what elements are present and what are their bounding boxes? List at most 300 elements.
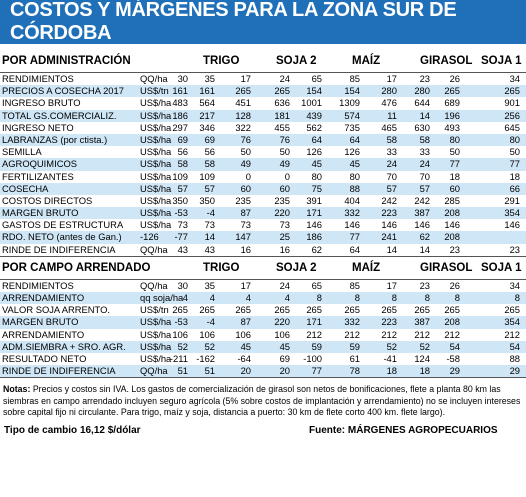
row-unit: US$/ha (140, 207, 172, 219)
cell-value: 106 (199, 328, 215, 340)
cell-value: 70 (419, 170, 430, 182)
cell-value: 217 (199, 109, 215, 121)
cell-value: 387 (414, 207, 430, 219)
cell-value: -53 (174, 316, 188, 328)
cell-value: 387 (414, 316, 430, 328)
cell-value: 18 (419, 365, 430, 377)
row-unit: QQ/ha (140, 279, 168, 291)
crop-header-soja1: SOJA 1 (481, 55, 522, 67)
row-unit: QQ/ha (140, 365, 168, 377)
cell-value: 45 (349, 158, 360, 170)
cell-value: 280 (381, 85, 397, 97)
cell-value: 85 (349, 73, 360, 84)
cell-value: 354 (504, 207, 520, 219)
exchange-rate: Tipo de cambio 16,12 $/dólar (4, 424, 141, 436)
cell-value: 493 (444, 121, 460, 133)
cell-value: 17 (240, 279, 251, 291)
cell-value: 26 (449, 73, 460, 84)
cell-value: -77 (174, 231, 188, 243)
cell-value: 35 (204, 279, 215, 291)
crop-header-maiz: MAÍZ (352, 55, 381, 67)
cell-value: 297 (172, 121, 188, 133)
cell-value: 14 (419, 243, 430, 255)
row-label: AGROQUIMICOS (2, 158, 78, 170)
cell-value: 265 (381, 304, 397, 316)
row-label: RINDE DE INDIFERENCIA (2, 243, 116, 255)
cell-value: 476 (381, 97, 397, 109)
cell-value: 29 (509, 365, 520, 377)
row-label: VALOR SOJA ARRENTO. (2, 304, 111, 316)
row-label: TOTAL GS.COMERCIALIZ. (2, 109, 117, 121)
cell-value: 212 (381, 328, 397, 340)
cell-value: 212 (444, 328, 460, 340)
cell-value: 56 (177, 146, 188, 158)
cell-value: 265 (172, 304, 188, 316)
cell-value: 25 (279, 231, 290, 243)
cell-value: -4 (206, 316, 215, 328)
row-label: FERTILIZANTES (2, 170, 74, 182)
row-label: GASTOS DE ESTRUCTURA (2, 219, 124, 231)
cell-value: 58 (177, 158, 188, 170)
cell-value: 88 (509, 352, 520, 364)
row-label: RENDIMIENTOS (2, 279, 74, 291)
table-row (0, 158, 526, 170)
cell-value: 8 (514, 292, 520, 303)
cell-value: 45 (279, 340, 290, 352)
cell-value: 73 (240, 219, 251, 231)
cell-value: 69 (279, 352, 290, 364)
crop-header-girasol: GIRASOL (420, 55, 473, 67)
row-unit: US$/ha (140, 133, 172, 145)
cell-value: 60 (449, 182, 460, 194)
row-label: SEMILLA (2, 146, 42, 158)
row-unit: US$/ha (140, 219, 172, 231)
cell-value: -53 (174, 207, 188, 219)
cell-value: 60 (279, 182, 290, 194)
table-row (0, 97, 526, 109)
cell-value: 354 (504, 316, 520, 328)
cell-value: 4 (209, 292, 215, 303)
cell-value: 1001 (301, 97, 322, 109)
cell-value: 66 (509, 182, 520, 194)
cell-value: 332 (344, 316, 360, 328)
section-header-arrendado (0, 261, 526, 279)
cell-value: 51 (204, 365, 215, 377)
cell-value: 106 (172, 328, 188, 340)
cell-value: 23 (509, 243, 520, 255)
cell-value: 265 (274, 304, 290, 316)
cell-value: 60 (240, 182, 251, 194)
row-label: ARRENDAMIENTO (2, 292, 85, 303)
cell-value: 11 (387, 109, 397, 121)
cell-value: 8 (354, 292, 360, 303)
cell-value: 186 (172, 109, 188, 121)
cell-value: 223 (381, 316, 397, 328)
cell-value: 77 (349, 231, 360, 243)
cell-value: 58 (386, 133, 397, 145)
cell-value: 18 (449, 170, 460, 182)
cell-value: 52 (419, 340, 430, 352)
cell-value: 212 (344, 328, 360, 340)
cell-value: 80 (509, 133, 520, 145)
cell-value: 77 (509, 158, 520, 170)
cell-value: 50 (279, 146, 290, 158)
cell-value: 196 (444, 109, 460, 121)
table-row (0, 85, 526, 97)
section-header-administracion (0, 54, 526, 72)
source-credit: Fuente: MÁRGENES AGROPECUARIOS (309, 424, 498, 436)
row-unit: QQ/ha (140, 73, 168, 84)
cell-value: 80 (449, 133, 460, 145)
cell-value: 56 (204, 146, 215, 158)
cell-value: 58 (419, 133, 430, 145)
row-label: COSECHA (2, 182, 49, 194)
cell-value: 23 (419, 73, 430, 84)
cell-value: 265 (199, 304, 215, 316)
row-label: INGRESO BRUTO (2, 97, 81, 109)
cell-value: 212 (504, 328, 520, 340)
table-row (0, 183, 526, 195)
cell-value: 26 (449, 279, 460, 291)
cell-value: 70 (386, 170, 397, 182)
cell-value: 126 (306, 146, 322, 158)
row-unit: US$/tn (140, 85, 169, 97)
cell-value: 171 (306, 207, 322, 219)
cell-value: 128 (235, 109, 251, 121)
row-unit: US$/ha (140, 109, 172, 121)
row-unit: US$/tn (140, 304, 169, 316)
row-label: ARRENDAMIENTO (2, 328, 85, 340)
row-unit: US$/ha (140, 316, 172, 328)
crop-header-soja2: SOJA 2 (276, 261, 317, 274)
cell-value: 291 (504, 194, 520, 206)
table-row (0, 244, 526, 256)
cell-value: 147 (235, 231, 251, 243)
table-administracion (0, 73, 526, 256)
cell-value: 645 (504, 121, 520, 133)
cell-value: 52 (204, 340, 215, 352)
cell-value: 76 (279, 133, 290, 145)
section-label: POR CAMPO ARRENDADO (2, 261, 151, 274)
cell-value: 154 (344, 85, 360, 97)
cell-value: 146 (381, 219, 397, 231)
cell-value: 24 (419, 158, 430, 170)
cell-value: 59 (311, 340, 322, 352)
cell-value: 17 (240, 73, 251, 84)
table-row (0, 195, 526, 207)
table-row (0, 292, 526, 304)
cell-value: 265 (444, 304, 460, 316)
cell-value: 35 (204, 73, 215, 84)
row-label: INGRESO NETO (2, 121, 74, 133)
cell-value: 451 (235, 97, 251, 109)
cell-value: 8 (424, 292, 430, 303)
cell-value: 161 (172, 85, 188, 97)
cell-value: 78 (349, 365, 360, 377)
row-label: RDO. NETO (antes de Gan.) (2, 231, 122, 243)
cell-value: 146 (414, 219, 430, 231)
crop-header-girasol: GIRASOL (420, 261, 473, 274)
cell-value: 17 (386, 73, 397, 84)
cell-value: 242 (414, 194, 430, 206)
cell-value: 235 (274, 194, 290, 206)
cell-value: 4 (182, 292, 188, 303)
cell-value: 562 (306, 121, 322, 133)
cell-value: 73 (204, 219, 215, 231)
cell-value: 57 (204, 182, 215, 194)
cell-value: 265 (306, 304, 322, 316)
cell-value: 16 (279, 243, 290, 255)
cell-value: 87 (240, 207, 251, 219)
row-label: RENDIMIENTOS (2, 73, 74, 84)
cell-value: 54 (509, 340, 520, 352)
cell-value: 8 (316, 292, 322, 303)
row-label: LABRANZAS (por ctista.) (2, 133, 108, 145)
cell-value: 62 (311, 243, 322, 255)
cell-value: 50 (240, 146, 251, 158)
cell-value: 241 (381, 231, 397, 243)
cell-value: -100 (303, 352, 322, 364)
cell-value: 0 (284, 170, 290, 182)
table-row (0, 365, 526, 377)
crop-header-soja1: SOJA 1 (481, 261, 522, 274)
cell-value: -4 (206, 207, 215, 219)
cell-value: 57 (419, 182, 430, 194)
cell-value: 61 (349, 352, 360, 364)
table-row (0, 280, 526, 292)
cell-value: 636 (274, 97, 290, 109)
cell-value: 33 (419, 146, 430, 158)
cell-value: 242 (381, 194, 397, 206)
cell-value: 146 (306, 219, 322, 231)
cell-value: 220 (274, 207, 290, 219)
cell-value: 901 (504, 97, 520, 109)
cell-value: 58 (204, 158, 215, 170)
cell-value: -211 (169, 352, 188, 364)
cell-value: 126 (344, 146, 360, 158)
cell-value: 52 (177, 340, 188, 352)
cell-value: 235 (235, 194, 251, 206)
cell-value: 51 (177, 365, 188, 377)
cell-value: 644 (414, 97, 430, 109)
cell-value: 62 (419, 231, 430, 243)
table-row (0, 146, 526, 158)
cell-value: 265 (344, 304, 360, 316)
cell-value: 208 (444, 207, 460, 219)
table-row (0, 316, 526, 328)
cell-value: -64 (237, 352, 251, 364)
cell-value: 146 (444, 219, 460, 231)
table-row (0, 110, 526, 122)
row-unit: US$/ha (140, 170, 172, 182)
row-unit: US$/ha (140, 182, 172, 194)
notes-text: Precios y costos sin IVA. Los gastos de comercialización de girasol son netos de bonificaciones, flete a planta 80 km las siembras en campo arrendado incluyen seguro agrícola (5% sobre costos de implantación y arrendamiento) no se incluyen intereses sobre capital fijo ni circulante. Para trigo, maíz y soja, distancia a puerto: 30 km de flete corto 400 km. flete largo). (3, 384, 521, 418)
row-label: MARGEN BRUTO (2, 207, 79, 219)
cell-value: 109 (199, 170, 215, 182)
cell-value: 212 (306, 328, 322, 340)
row-unit: US$/ha (140, 97, 172, 109)
crop-header-trigo: TRIGO (203, 261, 240, 274)
cell-value: 76 (240, 133, 251, 145)
cell-value: 8 (454, 292, 460, 303)
table-row (0, 231, 526, 243)
cell-value: 30 (177, 73, 188, 84)
cell-value: 65 (311, 279, 322, 291)
cell-value: 14 (386, 243, 397, 255)
cell-value: 154 (306, 85, 322, 97)
cell-value: 455 (274, 121, 290, 133)
cell-value: 24 (386, 158, 397, 170)
cell-value: 106 (235, 328, 251, 340)
cell-value: 80 (349, 170, 360, 182)
cell-value: 265 (414, 304, 430, 316)
cell-value: 265 (235, 304, 251, 316)
cell-value: 59 (349, 340, 360, 352)
row-label: COSTOS DIRECTOS (2, 194, 93, 206)
table-row (0, 219, 526, 231)
table-row (0, 73, 526, 85)
cell-value: 265 (504, 85, 520, 97)
cell-value: 574 (344, 109, 360, 121)
cell-value: 439 (306, 109, 322, 121)
cell-value: 212 (414, 328, 430, 340)
cell-value: 1309 (339, 97, 360, 109)
cell-value: 18 (386, 365, 397, 377)
cell-value: 391 (306, 194, 322, 206)
cell-value: 208 (444, 316, 460, 328)
cell-value: 146 (504, 219, 520, 231)
cell-value: 43 (177, 243, 188, 255)
cell-value: 88 (349, 182, 360, 194)
cell-value: 73 (177, 219, 188, 231)
cell-value: 52 (386, 340, 397, 352)
cell-value: 43 (204, 243, 215, 255)
cell-value: 350 (172, 194, 188, 206)
cell-value: 50 (449, 146, 460, 158)
cell-value: 16 (240, 243, 251, 255)
cell-value: -41 (383, 352, 397, 364)
cell-value: 57 (386, 182, 397, 194)
table-row (0, 329, 526, 341)
cell-value: 0 (245, 170, 251, 182)
row-unit: US$/ha (140, 146, 172, 158)
cell-value: 106 (274, 328, 290, 340)
table-row (0, 171, 526, 183)
cell-value: 322 (235, 121, 251, 133)
cell-value: 735 (344, 121, 360, 133)
cell-value: 20 (279, 365, 290, 377)
cell-value: 404 (344, 194, 360, 206)
row-label: ADM.SIEMBRA + SRO. AGR. (2, 340, 126, 352)
cell-value: 57 (177, 182, 188, 194)
table-arrendado (0, 280, 526, 378)
cell-value: 73 (279, 219, 290, 231)
cell-value: 161 (199, 85, 215, 97)
row-unit: US$/ha (140, 328, 172, 340)
cell-value: 181 (274, 109, 290, 121)
cell-value: 45 (240, 340, 251, 352)
cell-value: 64 (349, 133, 360, 145)
cell-value: 45 (311, 158, 322, 170)
cell-value: 17 (386, 279, 397, 291)
cell-value: 69 (177, 133, 188, 145)
cell-value: 8 (391, 292, 397, 303)
row-unit: US$/ha (140, 158, 172, 170)
cell-value: 80 (311, 170, 322, 182)
cell-value: 146 (344, 219, 360, 231)
section-label: POR ADMINISTRACIÓN (2, 55, 131, 67)
notes (0, 378, 526, 418)
page-title: COSTOS Y MÁRGENES PARA LA ZONA SUR DE CÓRDOBA (0, 0, 526, 44)
row-unit: US$/ha (140, 352, 172, 364)
cell-value: 564 (199, 97, 215, 109)
cell-value: 85 (349, 279, 360, 291)
cell-value: 87 (240, 316, 251, 328)
cell-value: 50 (509, 146, 520, 158)
cell-value: 77 (311, 365, 322, 377)
cell-value: 265 (235, 85, 251, 97)
cell-value: 14 (419, 109, 430, 121)
cell-value: 49 (279, 158, 290, 170)
row-label: RESULTADO NETO (2, 352, 87, 364)
cell-value: 77 (449, 158, 460, 170)
cell-value: 33 (386, 146, 397, 158)
table-row (0, 134, 526, 146)
cell-value: 630 (414, 121, 430, 133)
cell-value: 18 (509, 170, 520, 182)
cell-value: 4 (245, 292, 251, 303)
cell-value: 350 (199, 194, 215, 206)
cell-value: 23 (449, 243, 460, 255)
divider (0, 256, 526, 257)
table-row (0, 353, 526, 365)
crop-header-soja2: SOJA 2 (276, 55, 317, 67)
row-unit: US$/ha (140, 121, 172, 133)
table-row (0, 122, 526, 134)
cell-value: 64 (311, 133, 322, 145)
cell-value: 346 (199, 121, 215, 133)
table-row (0, 341, 526, 353)
cell-value: 20 (240, 365, 251, 377)
row-unit: -126 (140, 231, 159, 243)
cell-value: 4 (284, 292, 290, 303)
cell-value: 280 (414, 85, 430, 97)
row-unit: US$/ha (140, 340, 172, 352)
cell-value: 69 (204, 133, 215, 145)
table-row (0, 304, 526, 316)
cell-value: -162 (196, 352, 215, 364)
cell-value: 64 (349, 243, 360, 255)
footer (0, 425, 526, 441)
crop-header-trigo: TRIGO (203, 55, 240, 67)
cell-value: 332 (344, 207, 360, 219)
cell-value: 265 (274, 85, 290, 97)
cell-value: 49 (240, 158, 251, 170)
cell-value: 265 (444, 85, 460, 97)
table-row (0, 207, 526, 219)
cell-value: 689 (444, 97, 460, 109)
cell-value: 75 (311, 182, 322, 194)
cell-value: 285 (444, 194, 460, 206)
row-label: PRECIOS A COSECHA 2017 (2, 85, 124, 97)
row-unit: US$/ha (140, 194, 172, 206)
cell-value: 29 (449, 365, 460, 377)
cell-value: 109 (172, 170, 188, 182)
row-unit: qq soja/ha (140, 292, 184, 303)
crop-header-maiz: MAÍZ (352, 261, 381, 274)
cell-value: 124 (414, 352, 430, 364)
row-label: RINDE DE INDIFERENCIA (2, 365, 116, 377)
